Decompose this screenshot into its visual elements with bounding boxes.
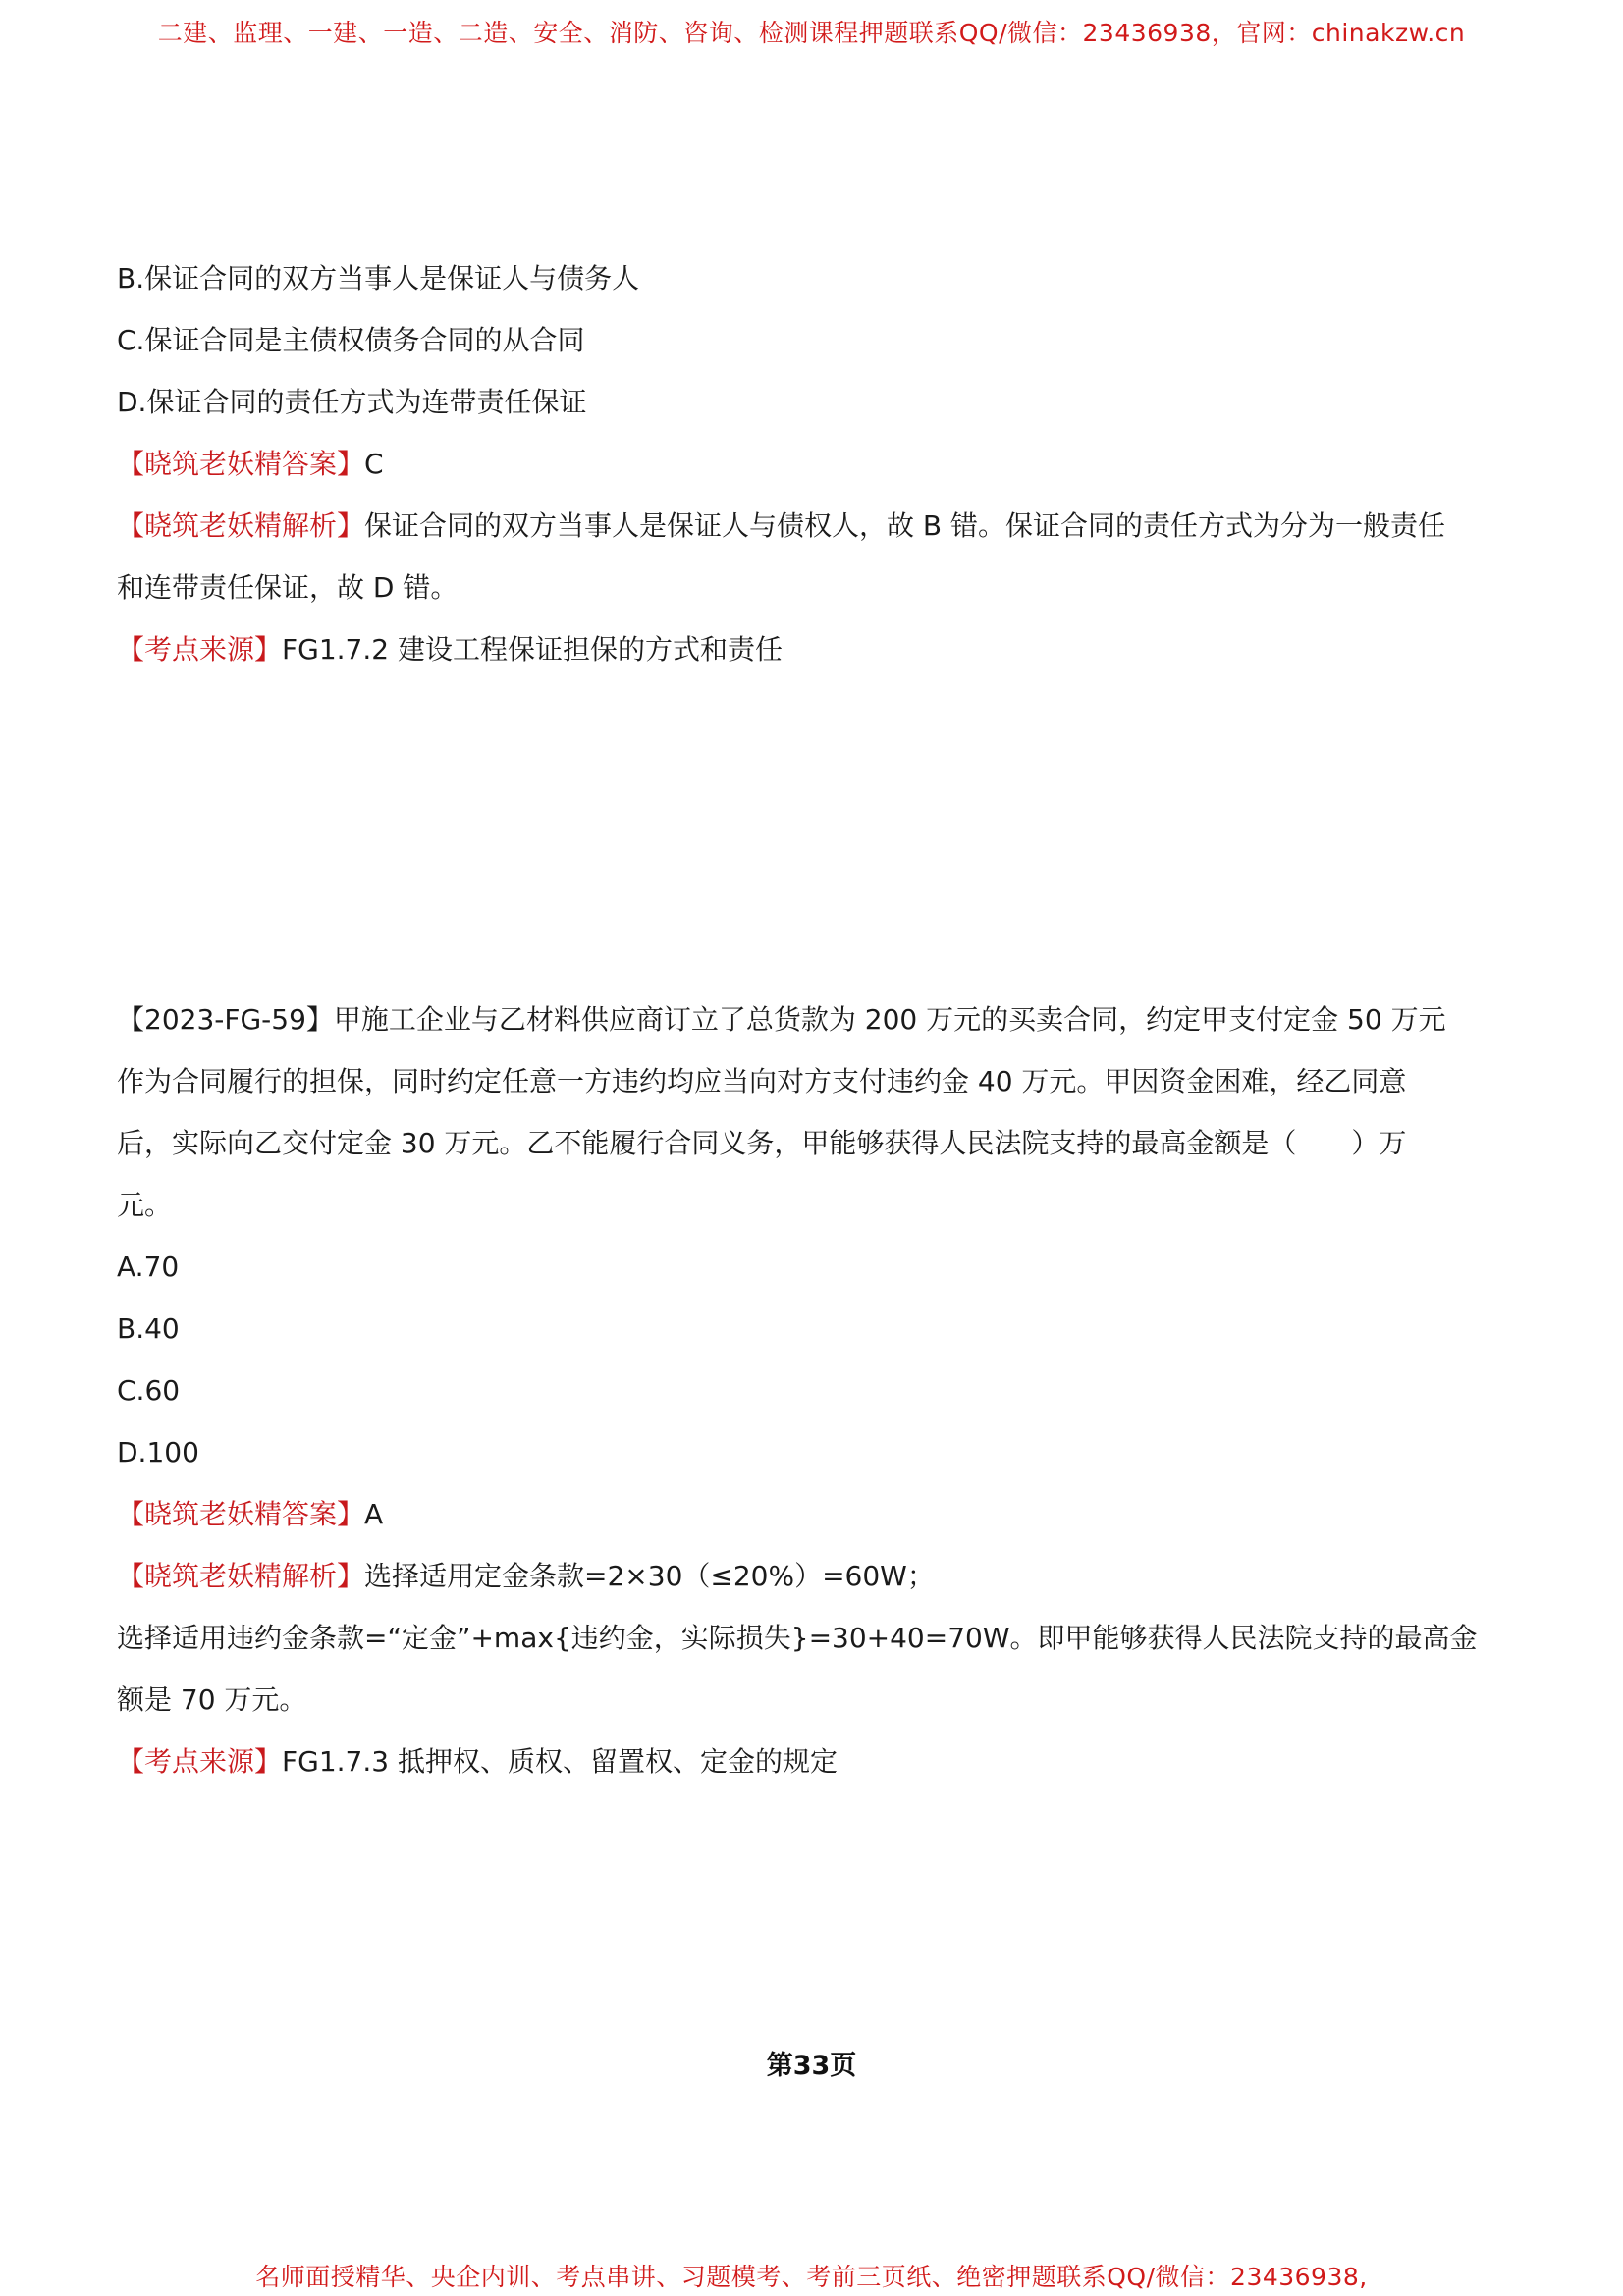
q2-option-d: D.100 (117, 1436, 199, 1468)
q2-stem-line2: 作为合同履行的担保，同时约定任意一方违约均应当向对方支付违约金 40 万元。甲因资金困难，经乙同意 (117, 1065, 1407, 1097)
q1-source-label: 【考点来源】 (117, 633, 283, 666)
q2-option-b: B.40 (117, 1312, 180, 1345)
q2-answer-label: 【晓筑老妖精答案】 (117, 1498, 365, 1530)
q1-analysis-text: 保证合同的双方当事人是保证人与债权人，故 B 错。保证合同的责任方式为分为一般责任 (364, 509, 1446, 542)
q2-analysis-line2: 选择适用违约金条款=“定金”+max{违约金，实际损失}=30+40=70W。即甲能够获得人民法院支持的最高金 (117, 1622, 1478, 1654)
q1-analysis (117, 495, 1511, 557)
q1-source (117, 618, 1511, 680)
q2-option-a: A.70 (117, 1251, 180, 1283)
q1-analysis-line2: 和连带责任保证，故 D 错。 (117, 571, 459, 604)
q1-option-b: B.保证合同的双方当事人是保证人与债务人 (117, 262, 640, 294)
q2-source-label: 【考点来源】 (117, 1745, 283, 1778)
q1-answer (117, 433, 1511, 495)
q1-option-d: D.保证合同的责任方式为连带责任保证 (117, 386, 587, 418)
q2-analysis-label: 【晓筑老妖精解析】 (117, 1560, 365, 1592)
q1-answer-label: 【晓筑老妖精答案】 (117, 448, 365, 480)
q2-analysis-line3: 额是 70 万元。 (117, 1683, 307, 1716)
q2-analysis-text: 选择适用定金条款=2×30（≤20%）=60W； (364, 1560, 935, 1592)
q2-answer (117, 1483, 1511, 1545)
q2-stem-line3: 后，实际向乙交付定金 30 万元。乙不能履行合同义务，甲能够获得人民法院支持的最高金额是（ ）万 (117, 1127, 1407, 1159)
q1-analysis-label: 【晓筑老妖精解析】 (117, 509, 365, 542)
q1-source-value: FG1.7.2 建设工程保证担保的方式和责任 (282, 633, 783, 666)
footer-contact-banner: 名师面授精华、央企内训、考点串讲、习题模考、考前三页纸、绝密押题联系QQ/微信：23436938, (255, 2263, 1368, 2291)
header-contact-banner: 二建、监理、一建、一造、二造、安全、消防、咨询、检测课程押题联系QQ/微信：23436938，官网：chinakzw.cn (157, 19, 1466, 47)
q2-source (117, 1731, 1511, 1792)
q2-source-value: FG1.7.3 抵押权、质权、留置权、定金的规定 (282, 1745, 838, 1778)
q1-answer-value: C (364, 448, 384, 480)
q2-answer-value: A (364, 1498, 384, 1530)
q1-option-c: C.保证合同是主债权债务合同的从合同 (117, 324, 585, 356)
q2-stem-line4: 元。 (117, 1189, 173, 1221)
q2-option-c: C.60 (117, 1374, 181, 1407)
page-number: 第33页 (766, 2051, 857, 2081)
q2-analysis (117, 1545, 1511, 1607)
q2-stem-line1: 【2023-FG-59】甲施工企业与乙材料供应商订立了总货款为 200 万元的买卖合同，约定甲支付定金 50 万元 (117, 1003, 1446, 1036)
